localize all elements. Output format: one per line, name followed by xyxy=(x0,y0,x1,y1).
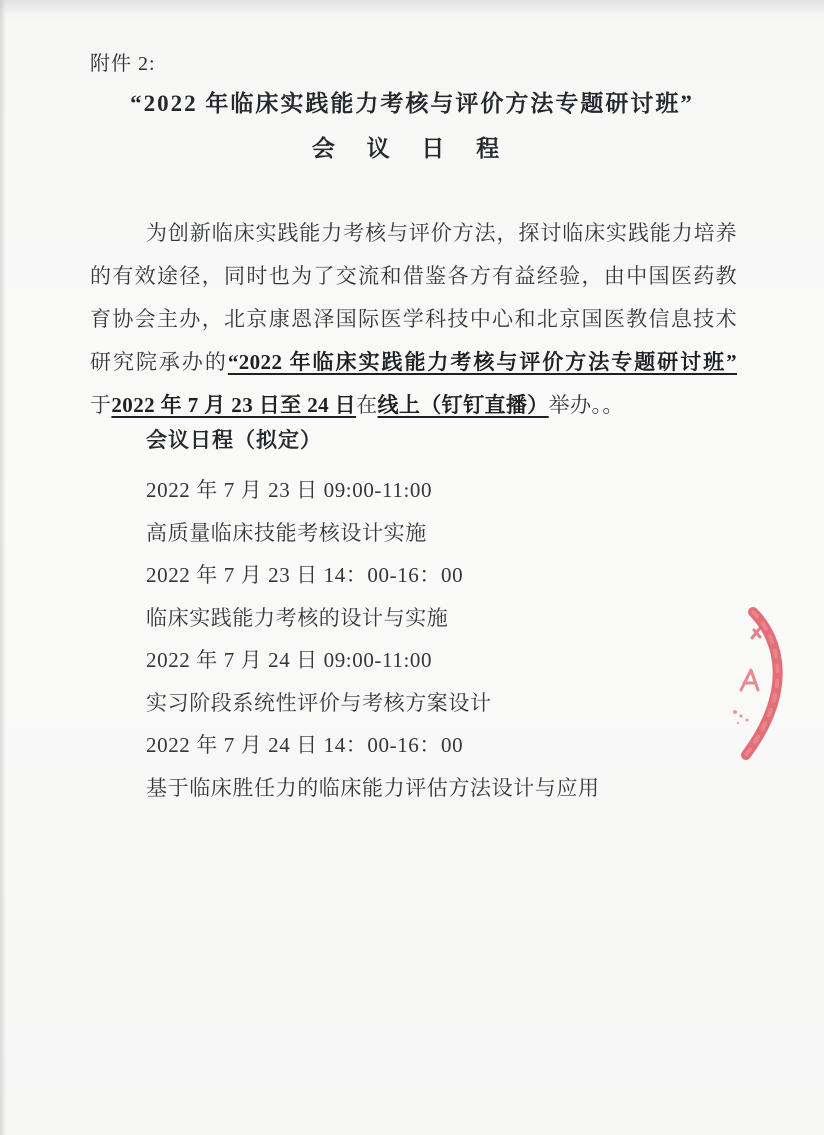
seminar-dates-emphasis: 2022 年 7 月 23 日至 24 日 xyxy=(111,393,357,417)
line5-mid: 在 xyxy=(356,393,378,417)
line5-prefix: 于 xyxy=(90,393,112,417)
scan-edge-top xyxy=(0,0,824,14)
schedule-heading: 会议日程（拟定） xyxy=(146,428,322,452)
document-title: “2022 年临床实践能力考核与评价方法专题研讨班” xyxy=(130,91,694,116)
schedule-topic: 基于临床胜任力的临床能力评估方法设计与应用 xyxy=(146,775,600,800)
scan-edge-left xyxy=(0,0,6,1135)
seminar-venue-emphasis: 线上（钉钉直播） xyxy=(377,393,549,417)
attachment-label: 附件 2: xyxy=(90,53,156,75)
line4-prefix: 研究院承办的 xyxy=(90,350,228,374)
red-seal-stamp-icon xyxy=(714,594,810,770)
line5-suffix: 举办。。 xyxy=(548,393,624,417)
intro-paragraph xyxy=(90,212,737,427)
paragraph-line-1: 为创新临床实践能力考核与评价方法，探讨临床实践能力培养 xyxy=(146,221,737,245)
schedule-time: 2022 年 7 月 23 日 14：00-16：00 xyxy=(146,563,464,587)
schedule-time: 2022 年 7 月 24 日 09:00-11:00 xyxy=(146,648,433,672)
schedule-topic: 高质量临床技能考核设计实施 xyxy=(146,520,427,545)
schedule-time: 2022 年 7 月 23 日 09:00-11:00 xyxy=(146,478,433,502)
schedule-topic: 临床实践能力考核的设计与实施 xyxy=(146,605,449,630)
paragraph-line-2: 的有效途径，同时也为了交流和借鉴各方有益经验，由中国医药教 xyxy=(90,264,737,288)
schedule-topic: 实习阶段系统性评价与考核方案设计 xyxy=(146,690,492,715)
paragraph-line-4 xyxy=(90,341,737,384)
schedule-list xyxy=(90,469,737,809)
seminar-name-emphasis: “2022 年临床实践能力考核与评价方法专题研讨班” xyxy=(227,350,737,374)
document-subtitle: 会 议 日 程 xyxy=(311,136,513,161)
schedule-time: 2022 年 7 月 24 日 14：00-16：00 xyxy=(146,733,464,757)
paragraph-line-3: 育协会主办，北京康恩泽国际医学科技中心和北京国医教信息技术 xyxy=(90,307,737,331)
